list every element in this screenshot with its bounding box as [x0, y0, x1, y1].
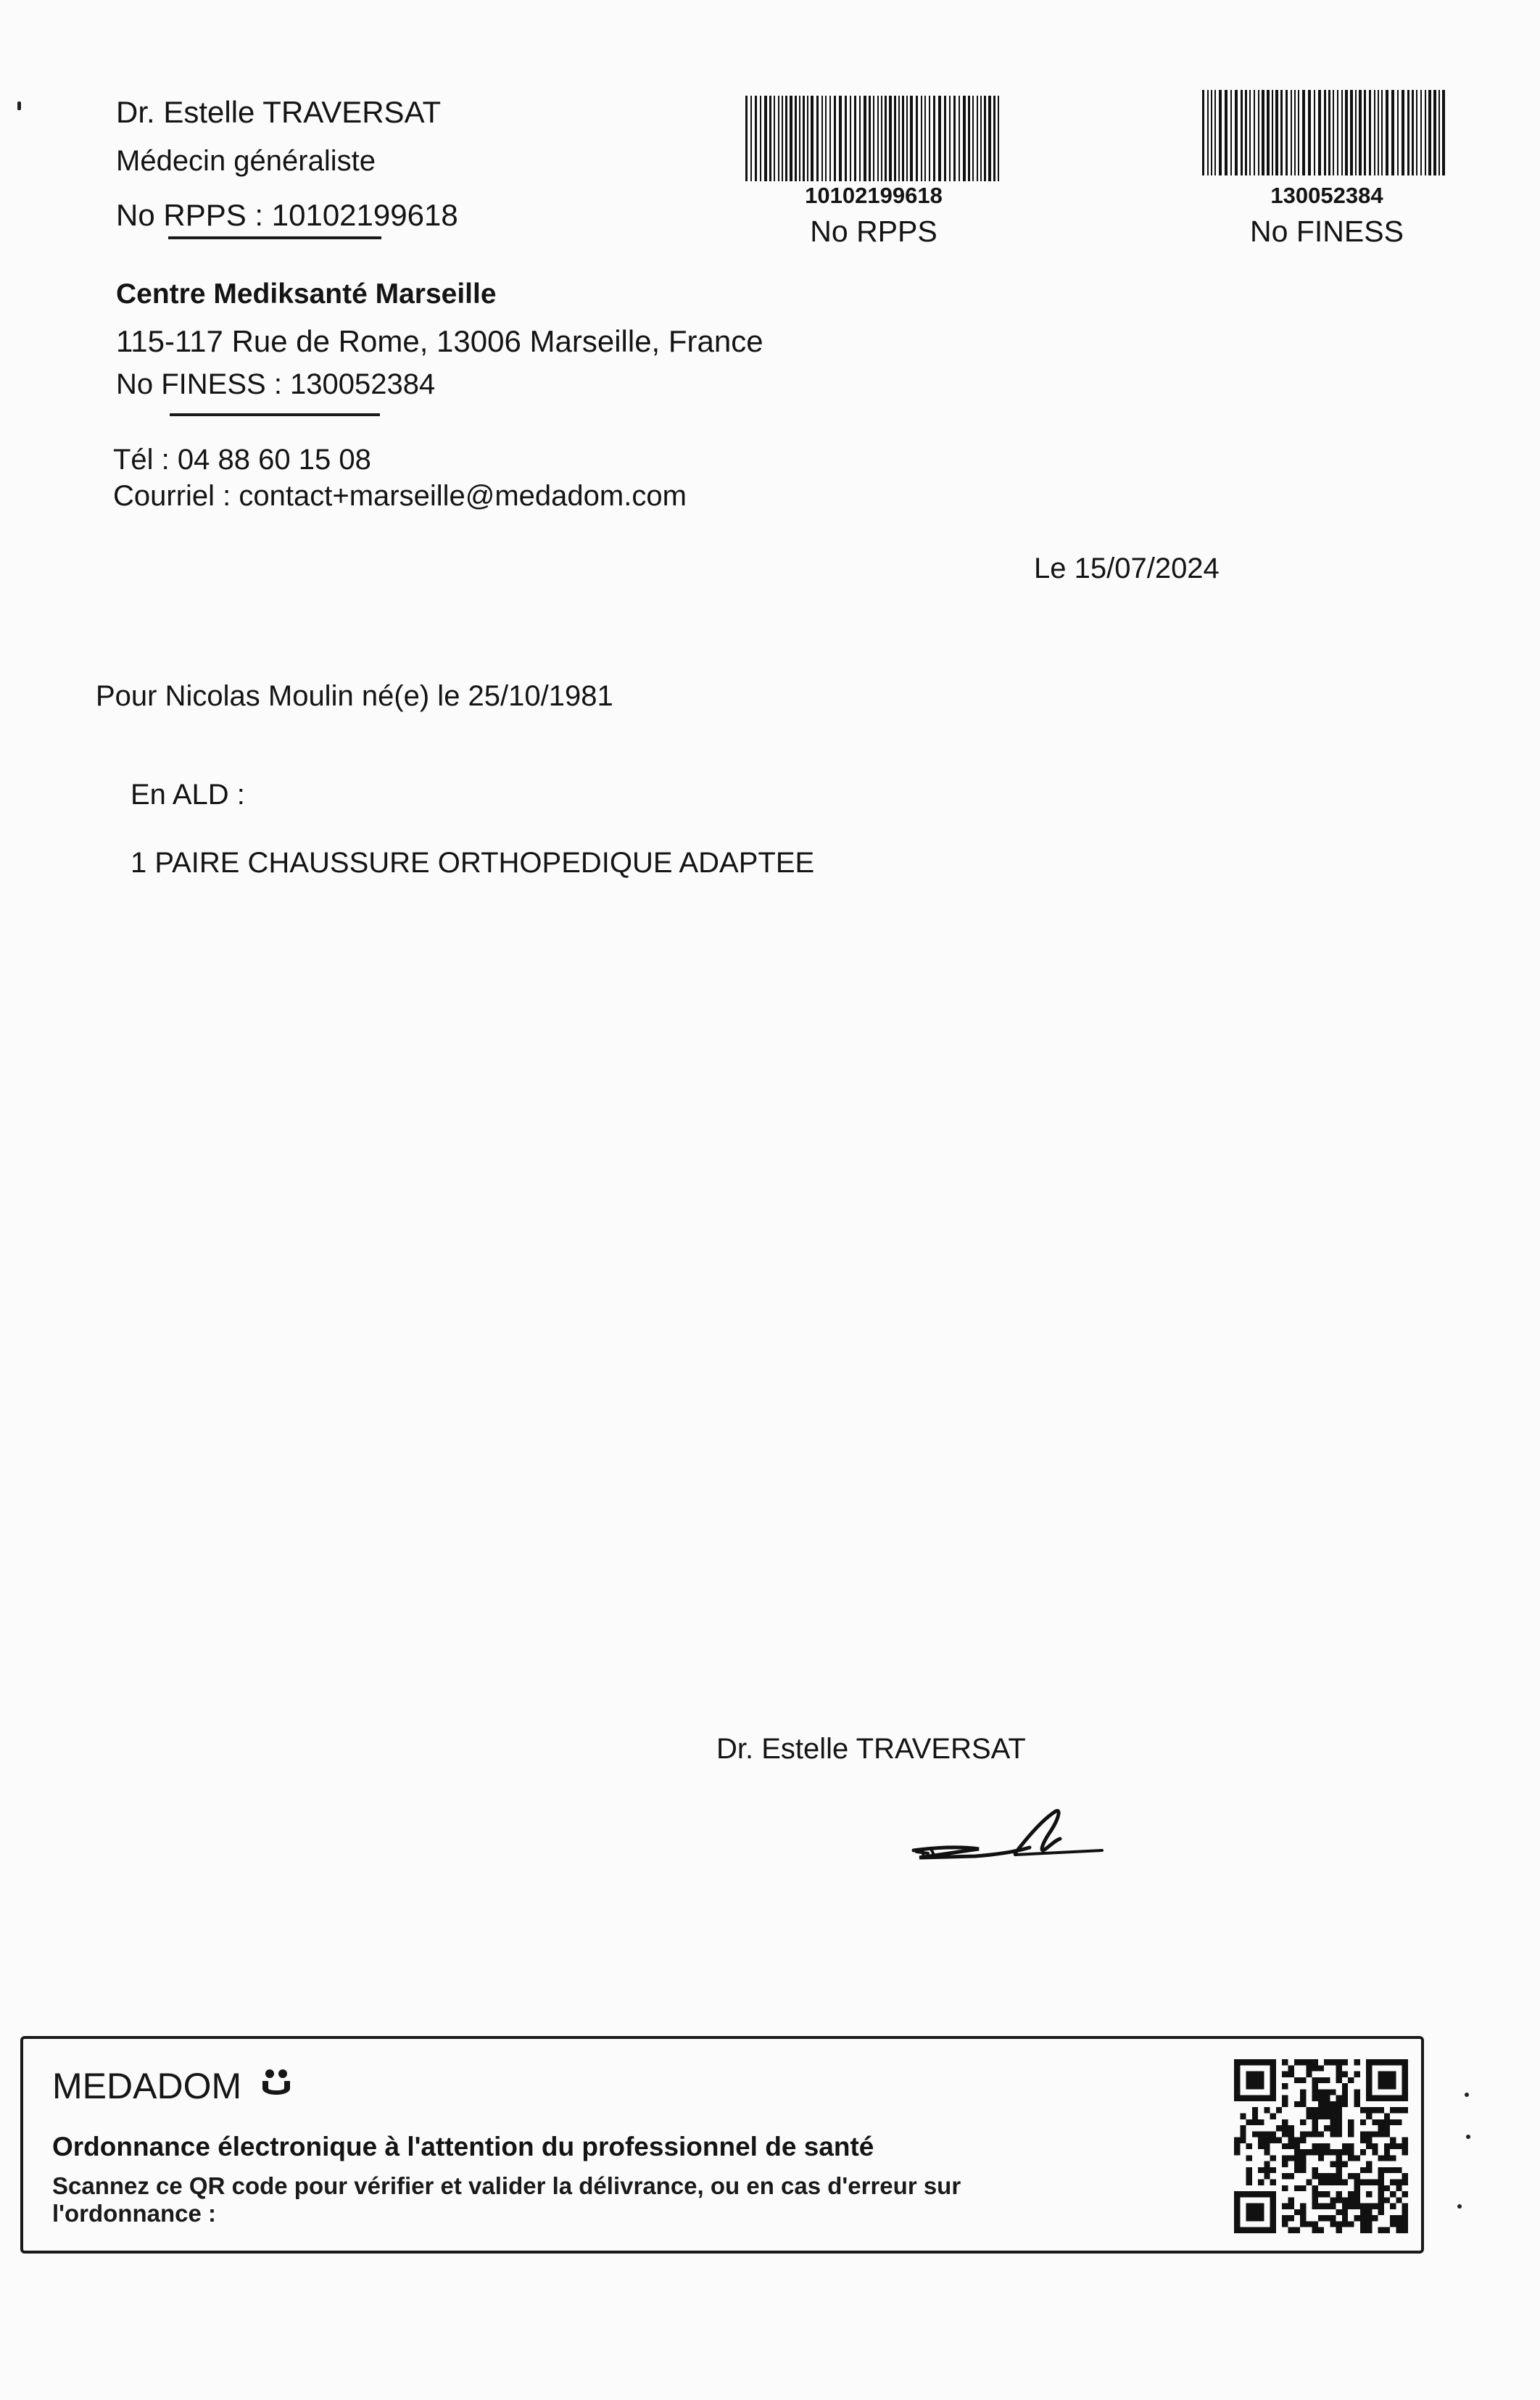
barcode-bar — [807, 96, 808, 181]
barcode-bar — [984, 96, 986, 181]
barcode-bar — [977, 96, 978, 181]
prescription-item: 1 PAIRE CHAUSSURE ORTHOPEDIQUE ADAPTEE — [131, 847, 815, 879]
barcode-bar — [769, 96, 771, 181]
barcode-bar — [949, 96, 951, 181]
barcode-bar — [1333, 90, 1334, 175]
barcode-bar — [980, 96, 982, 181]
barcode-bar — [782, 96, 783, 181]
barcode-bar — [1369, 90, 1371, 175]
barcode-bar — [1245, 90, 1247, 175]
barcode-bar — [1225, 90, 1228, 175]
barcode-bar — [1258, 90, 1259, 175]
barcode-bar — [1420, 90, 1422, 175]
barcode-bar — [1341, 90, 1343, 175]
barcode-bar — [864, 96, 866, 181]
barcode-bar — [1328, 90, 1330, 175]
barcode-bar — [898, 96, 900, 181]
barcode-bar — [1202, 90, 1204, 175]
barcode-bar — [1433, 90, 1436, 175]
finess-number: No FINESS : 130052384 — [116, 368, 436, 400]
handwritten-signature — [906, 1805, 1109, 1885]
barcode-bar — [1214, 90, 1216, 175]
scan-speck — [1465, 2093, 1469, 2097]
barcode-bar — [906, 96, 908, 181]
rpps-barcode-block — [740, 90, 1008, 257]
barcode-bar — [972, 96, 974, 181]
barcode-bar — [944, 96, 946, 181]
barcode-bar — [921, 96, 922, 181]
patient-line: Pour Nicolas Moulin né(e) le 25/10/1981 — [96, 680, 613, 712]
barcode-bar — [1364, 90, 1366, 175]
barcode-bar — [1438, 90, 1440, 175]
barcode-bar — [1235, 90, 1238, 175]
signature-name: Dr. Estelle TRAVERSAT — [716, 1733, 1026, 1765]
barcode-bar — [1425, 90, 1426, 175]
barcode-bar — [785, 96, 787, 181]
rpps-barcode-label: No RPPS — [810, 215, 937, 248]
barcode-bar — [881, 96, 882, 181]
barcode-bar — [1416, 90, 1417, 175]
barcode-bar — [1407, 90, 1409, 175]
rpps-barcode — [745, 96, 1002, 181]
barcode-bar — [825, 96, 827, 181]
barcode-bar — [877, 96, 879, 181]
barcode-bar — [1397, 90, 1399, 175]
barcode-bar — [829, 96, 831, 181]
barcode-bar — [1355, 90, 1357, 175]
rpps-barcode-number: 10102199618 — [805, 183, 943, 208]
doctor-specialty: Médecin généraliste — [116, 145, 376, 177]
barcode-bar — [1359, 90, 1362, 175]
finess-underline — [170, 413, 380, 416]
phone-line: Tél : 04 88 60 15 08 — [113, 444, 371, 476]
rpps-number: No RPPS : 10102199618 — [116, 198, 458, 232]
barcode-bar — [885, 96, 887, 181]
barcode-bar — [1207, 90, 1209, 175]
barcode-bar — [859, 96, 861, 181]
barcode-bar — [1280, 90, 1283, 175]
barcode-bar — [799, 96, 800, 181]
barcode-bar — [1262, 90, 1264, 175]
barcode-bar — [1442, 90, 1445, 175]
barcode-bar — [938, 96, 941, 181]
barcode-bar — [1291, 90, 1292, 175]
barcode-bar — [760, 96, 761, 181]
barcode-bar — [1314, 90, 1315, 175]
barcode-bar — [869, 96, 871, 181]
barcode-bar — [1275, 90, 1278, 175]
barcode-bar — [889, 96, 892, 181]
barcode-bar — [821, 96, 823, 181]
ald-section-label: En ALD : — [131, 779, 245, 811]
barcode-bar — [1345, 90, 1348, 175]
center-address: 115-117 Rue de Rome, 13006 Marseille, France — [116, 324, 763, 358]
medadom-logo-text: MEDADOM — [52, 2066, 242, 2106]
barcode-bar — [803, 96, 805, 181]
barcode-bar — [790, 96, 792, 181]
barcode-bar — [1402, 90, 1404, 175]
finess-barcode-number: 130052384 — [1270, 183, 1383, 208]
finess-barcode-label: No FINESS — [1250, 215, 1404, 248]
scan-speck — [17, 102, 21, 110]
barcode-bar — [1219, 90, 1222, 175]
barcode-bar — [1386, 90, 1388, 175]
barcode-bar — [902, 96, 904, 181]
barcode-bar — [1267, 90, 1270, 175]
scan-speck — [1457, 2204, 1462, 2209]
barcode-bar — [993, 96, 995, 181]
barcode-bar — [1254, 90, 1255, 175]
barcode-bar — [755, 96, 757, 181]
barcode-bar — [1391, 90, 1394, 175]
barcode-bar — [894, 96, 896, 181]
barcode-bar — [988, 96, 991, 181]
barcode-bar — [816, 96, 819, 181]
rpps-underline — [168, 236, 381, 239]
barcode-bar — [924, 96, 926, 181]
barcode-bar — [1211, 90, 1212, 175]
barcode-bar — [1272, 90, 1273, 175]
footer-instruction-1: Scannez ce QR code pour vérifier et valider la délivrance, ou en cas d'erreur sur — [52, 2172, 961, 2199]
barcode-bar — [963, 96, 966, 181]
barcode-bar — [1318, 90, 1321, 175]
barcode-bar — [811, 96, 814, 181]
barcode-bar — [916, 96, 918, 181]
scan-speck — [1466, 2135, 1470, 2139]
barcode-bar — [1428, 90, 1431, 175]
barcode-bar — [968, 96, 970, 181]
barcode-bar — [1298, 90, 1299, 175]
barcode-bar — [959, 96, 960, 181]
barcode-bar — [764, 96, 767, 181]
barcode-bar — [1324, 90, 1326, 175]
finess-barcode — [1202, 90, 1450, 175]
center-name: Centre Mediksanté Marseille — [116, 278, 497, 310]
barcode-bar — [854, 96, 856, 181]
barcode-bar — [873, 96, 874, 181]
barcode-bar — [910, 96, 913, 181]
barcode-bar — [1302, 90, 1305, 175]
barcode-bar — [1374, 90, 1375, 175]
barcode-bar — [1294, 90, 1296, 175]
e-prescription-footer — [20, 2036, 1424, 2254]
barcode-bar — [839, 96, 842, 181]
barcode-bar — [1412, 90, 1414, 175]
medadom-logo-icon — [260, 2066, 293, 2100]
footer-instruction-2: l'ordonnance : — [52, 2200, 217, 2227]
email-line: Courriel : contact+marseille@medadom.com — [113, 480, 687, 512]
finess-barcode-block — [1196, 87, 1457, 254]
doctor-name: Dr. Estelle TRAVERSAT — [116, 95, 442, 129]
barcode-bar — [834, 96, 836, 181]
barcode-bar — [850, 96, 851, 181]
barcode-bar — [1350, 90, 1353, 175]
barcode-bar — [998, 96, 999, 181]
barcode-bar — [929, 96, 930, 181]
barcode-bar — [1308, 90, 1311, 175]
barcode-bar — [778, 96, 779, 181]
barcode-bar — [1337, 90, 1338, 175]
barcode-bar — [1286, 90, 1288, 175]
barcode-bar — [845, 96, 847, 181]
barcode-bar — [1249, 90, 1251, 175]
prescription-date: Le 15/07/2024 — [1034, 553, 1220, 584]
barcode-bar — [953, 96, 956, 181]
footer-headline: Ordonnance électronique à l'attention du professionnel de santé — [52, 2132, 874, 2161]
barcode-bar — [774, 96, 775, 181]
barcode-bar — [1230, 90, 1232, 175]
barcode-bar — [745, 96, 748, 181]
barcode-bar — [1241, 90, 1243, 175]
barcode-bar — [750, 96, 752, 181]
barcode-bar — [1378, 90, 1379, 175]
barcode-bar — [933, 96, 935, 181]
verification-qr-code[interactable] — [1234, 2059, 1408, 2233]
barcode-bar — [795, 96, 797, 181]
barcode-bar — [1381, 90, 1383, 175]
